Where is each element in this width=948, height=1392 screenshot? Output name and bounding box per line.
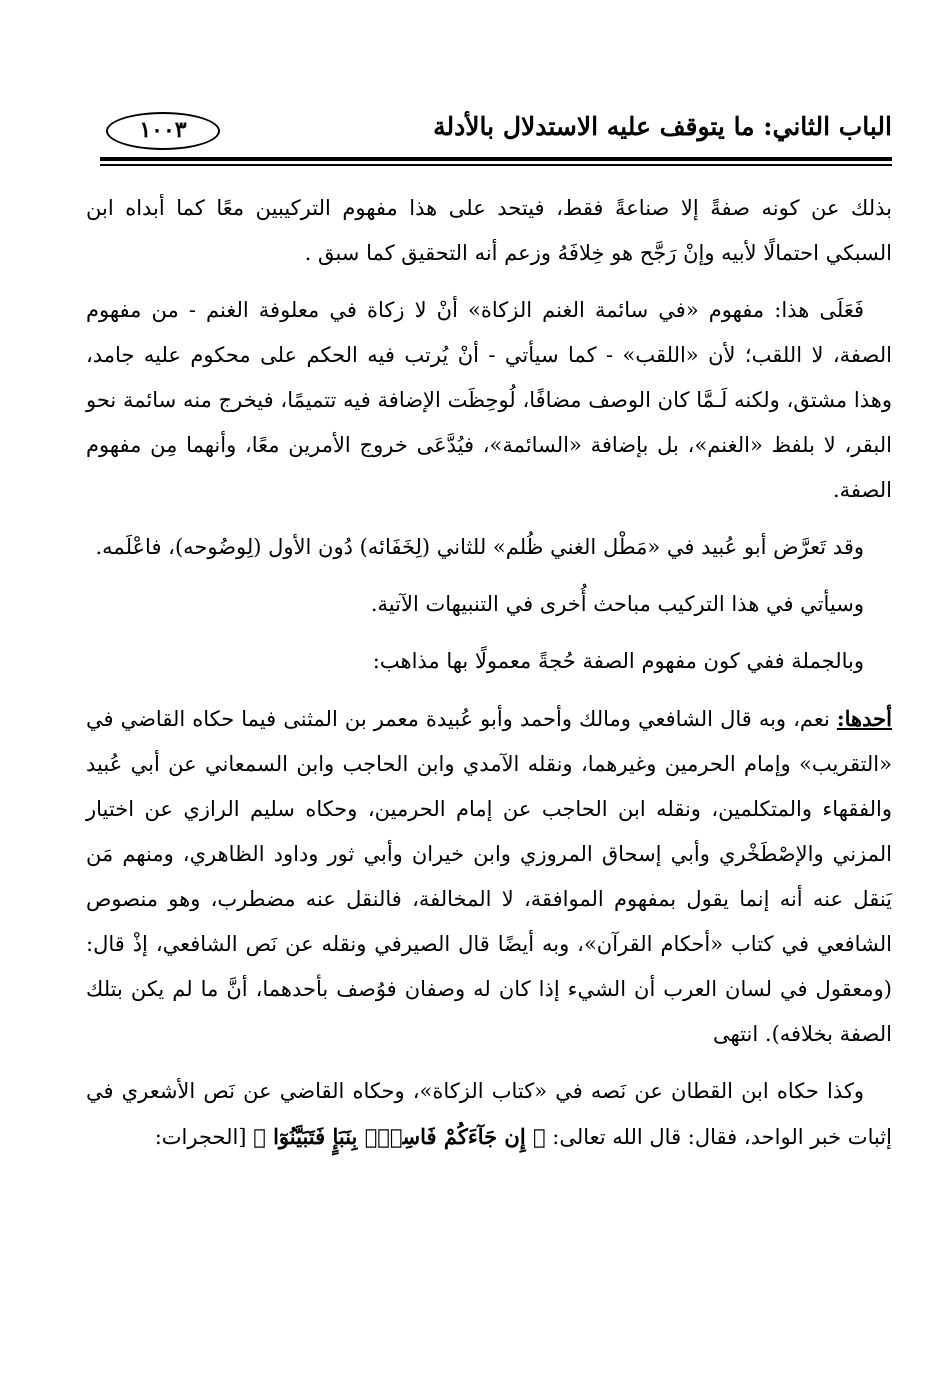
chapter-title: الباب الثاني: ما يتوقف عليه الاستدلال بالأدلة	[433, 112, 892, 141]
paragraph-7	[86, 1069, 892, 1160]
paragraph-7-text: وكذا حكاه ابن القطان عن نَصه في «كتاب الزكاة»، وحكاه القاضي عن نَص الأشعري في إثبات خبر الواحد، فقال: قال الله تعالى:	[86, 1079, 892, 1149]
quran-verse: ﴿ إِن جَآءَكُمْ فَاسِقٌۢ بِنَبَإٍ فَتَبَيَّنُوٓا ﴾	[253, 1124, 546, 1149]
body-text	[86, 186, 892, 1172]
paragraph-4: وسيأتي في هذا التركيب مباحث أُخرى في التنبيهات الآتية.	[370, 592, 864, 616]
page-number-badge: ١٠٠٣	[106, 112, 220, 150]
page-header	[100, 108, 892, 158]
surah-reference: [الحجرات:	[154, 1125, 247, 1149]
paragraph-lead-label: أحدها:	[836, 706, 892, 731]
paragraph-1: بذلك عن كونه صفةً إلا صناعةً فقط، فيتحد على هذا مفهوم التركيبين معًا كما أبداه ابن السبكي احتمالًا لأبيه وإنْ رَجَّح هو خِلافَهُ وزعم أنه التحقيق كما سبق .	[86, 196, 892, 265]
header-rule-thick	[100, 157, 892, 161]
paragraph-6-text: نعم، وبه قال الشافعي ومالك وأحمد وأبو عُبيدة معمر بن المثنى فيما حكاه القاضي في «التقريب» وإمام الحرمين وغيرهما، ونقله الآمدي وابن الحاجب وابن السمعاني عن أبي عُبيد والفقهاء والمتكلمين، ونقله ابن الحاجب عن إمام الحرمين، وحكاه سليم الرازي عن اختيار المزني والإصْطَخْري وأبي إسحاق المروزي وابن خيران وأبي ثور وداود الظاهري، ومنهم مَن يَنقل عنه أنه إنما يقول بمفهوم الموافقة، لا المخالفة، فالنقل عنه مضطرب، وهو منصوص الشافعي في كتاب «أحكام القرآن»، وبه أيضًا قال الصيرفي ونقله عن نَص الشافعي، إذْ قال: (ومعقول في لسان العرب أن الشيء إذا كان له وصفان فوُصف بأحدهما، أنَّ ما لم يكن بتلك الصفة بخلافه). انتهى	[86, 707, 892, 1046]
paragraph-5: وبالجملة ففي كون مفهوم الصفة حُجةً معمولًا بها مذاهب:	[372, 649, 864, 673]
paragraph-3: وقد تَعرَّض أبو عُبيد في «مَطْل الغني ظُلم» للثاني (لِخَفَائه) دُون الأول (لِوضُوحه)، فاعْلَمه.	[95, 535, 864, 559]
paragraph-2: فَعَلَى هذا: مفهوم «في سائمة الغنم الزكاة» أنْ لا زكاة في معلوفة الغنم - من مفهوم الصفة، لا اللقب؛ لأن «اللقب» - كما سيأتي - أنْ يُرتب فيه الحكم على محكوم عليه جامد، وهذا مشتق، ولكنه لَـمَّا كان الوصف مضافًا، لُوحِظَت الإضافة فيه تتميمًا، فيخرج منه سائمة نحو البقر، لا بلفظ «الغنم»، بل بإضافة «السائمة»، فيُدَّعَى خروج الأمرين معًا، وأنهما مِن مفهوم الصفة.	[86, 298, 892, 502]
paragraph-6	[86, 696, 892, 1057]
header-rule-thin	[100, 164, 892, 166]
